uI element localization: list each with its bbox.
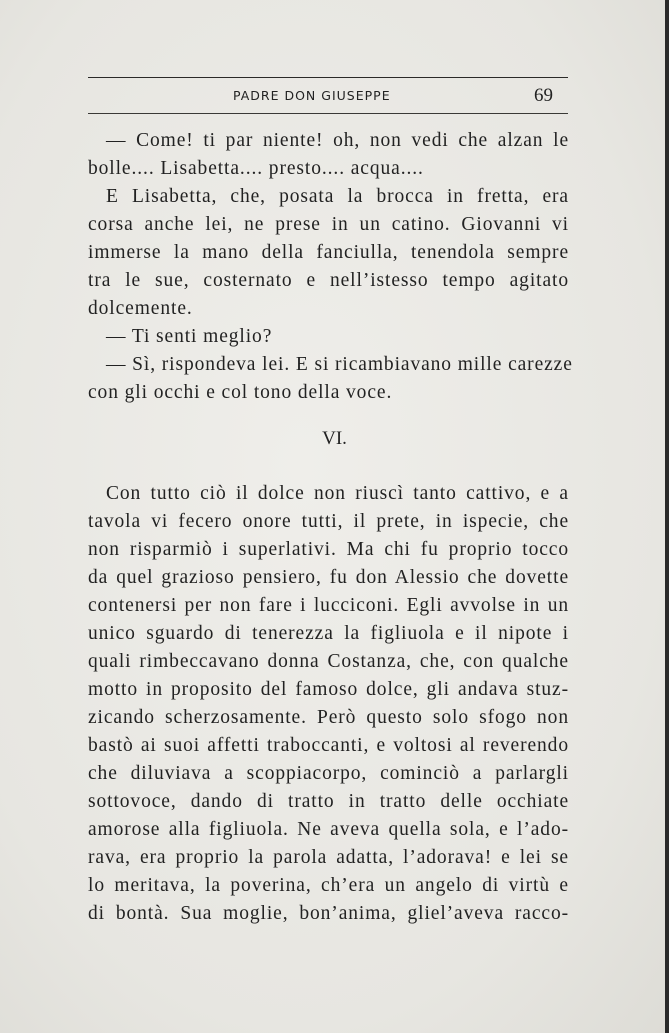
text-line: dolcemente. <box>88 298 193 319</box>
text-line: amorose alla figliuola. Ne aveva quella sola, e l’ado- <box>88 819 569 840</box>
text-line: bastò ai suoi affetti traboccanti, e voltosi al reverendo <box>88 735 569 756</box>
text-line: Con tutto ciò il dolce non riuscì tanto cattivo, e a <box>106 483 569 504</box>
text-line: quali rimbeccavano donna Costanza, che, con qualche <box>88 651 569 672</box>
text-line: lo meritava, la poverina, ch’era un angelo di virtù e <box>88 875 569 896</box>
text-line: — Sì, rispondeva lei. E si ricambiavano mille carezze <box>106 354 573 375</box>
text-line: di bontà. Sua moglie, bon’anima, gliel’aveva racco- <box>88 903 569 924</box>
text-line: unico sguardo di tenerezza la figliuola e il nipote i <box>88 623 569 644</box>
header-rule-bottom <box>88 113 568 114</box>
header-rule-top <box>88 77 568 78</box>
text-line: E Lisabetta, che, posata la brocca in fretta, era <box>106 186 569 207</box>
section-heading: VI. <box>322 428 347 449</box>
text-line: corsa anche lei, ne prese in un catino. Giovanni vi <box>88 214 569 235</box>
text-line: motto in proposito del famoso dolce, gli andava stuz- <box>88 679 569 700</box>
running-head: PADRE DON GIUSEPPE <box>233 88 391 103</box>
text-line: tavola vi fecero onore tutti, il prete, in ispecie, che <box>88 511 569 532</box>
text-line: — Come! ti par niente! oh, non vedi che alzan le <box>106 130 569 151</box>
text-line: bolle.... Lisabetta.... presto.... acqua.... <box>88 158 424 179</box>
text-line: immerse la mano della fanciulla, tenendola sempre <box>88 242 569 263</box>
page-number: 69 <box>534 85 553 106</box>
text-line: rava, era proprio la parola adatta, l’adorava! e lei se <box>88 847 569 868</box>
text-line: con gli occhi e col tono della voce. <box>88 382 393 403</box>
text-line: non risparmiò i superlativi. Ma chi fu proprio tocco <box>88 539 569 560</box>
text-line: tra le sue, costernato e nell’istesso tempo agitato <box>88 270 569 291</box>
text-line: sottovoce, dando di tratto in tratto delle occhiate <box>88 791 569 812</box>
text-line: zicando scherzosamente. Però questo solo sfogo non <box>88 707 569 728</box>
text-line: contenersi per non fare i lucciconi. Egli avvolse in un <box>88 595 569 616</box>
text-line: da quel grazioso pensiero, fu don Alessio che dovette <box>88 567 569 588</box>
text-line: che diluviava a scoppiacorpo, cominciò a parlargli <box>88 763 569 784</box>
text-line: — Ti senti meglio? <box>106 326 273 347</box>
